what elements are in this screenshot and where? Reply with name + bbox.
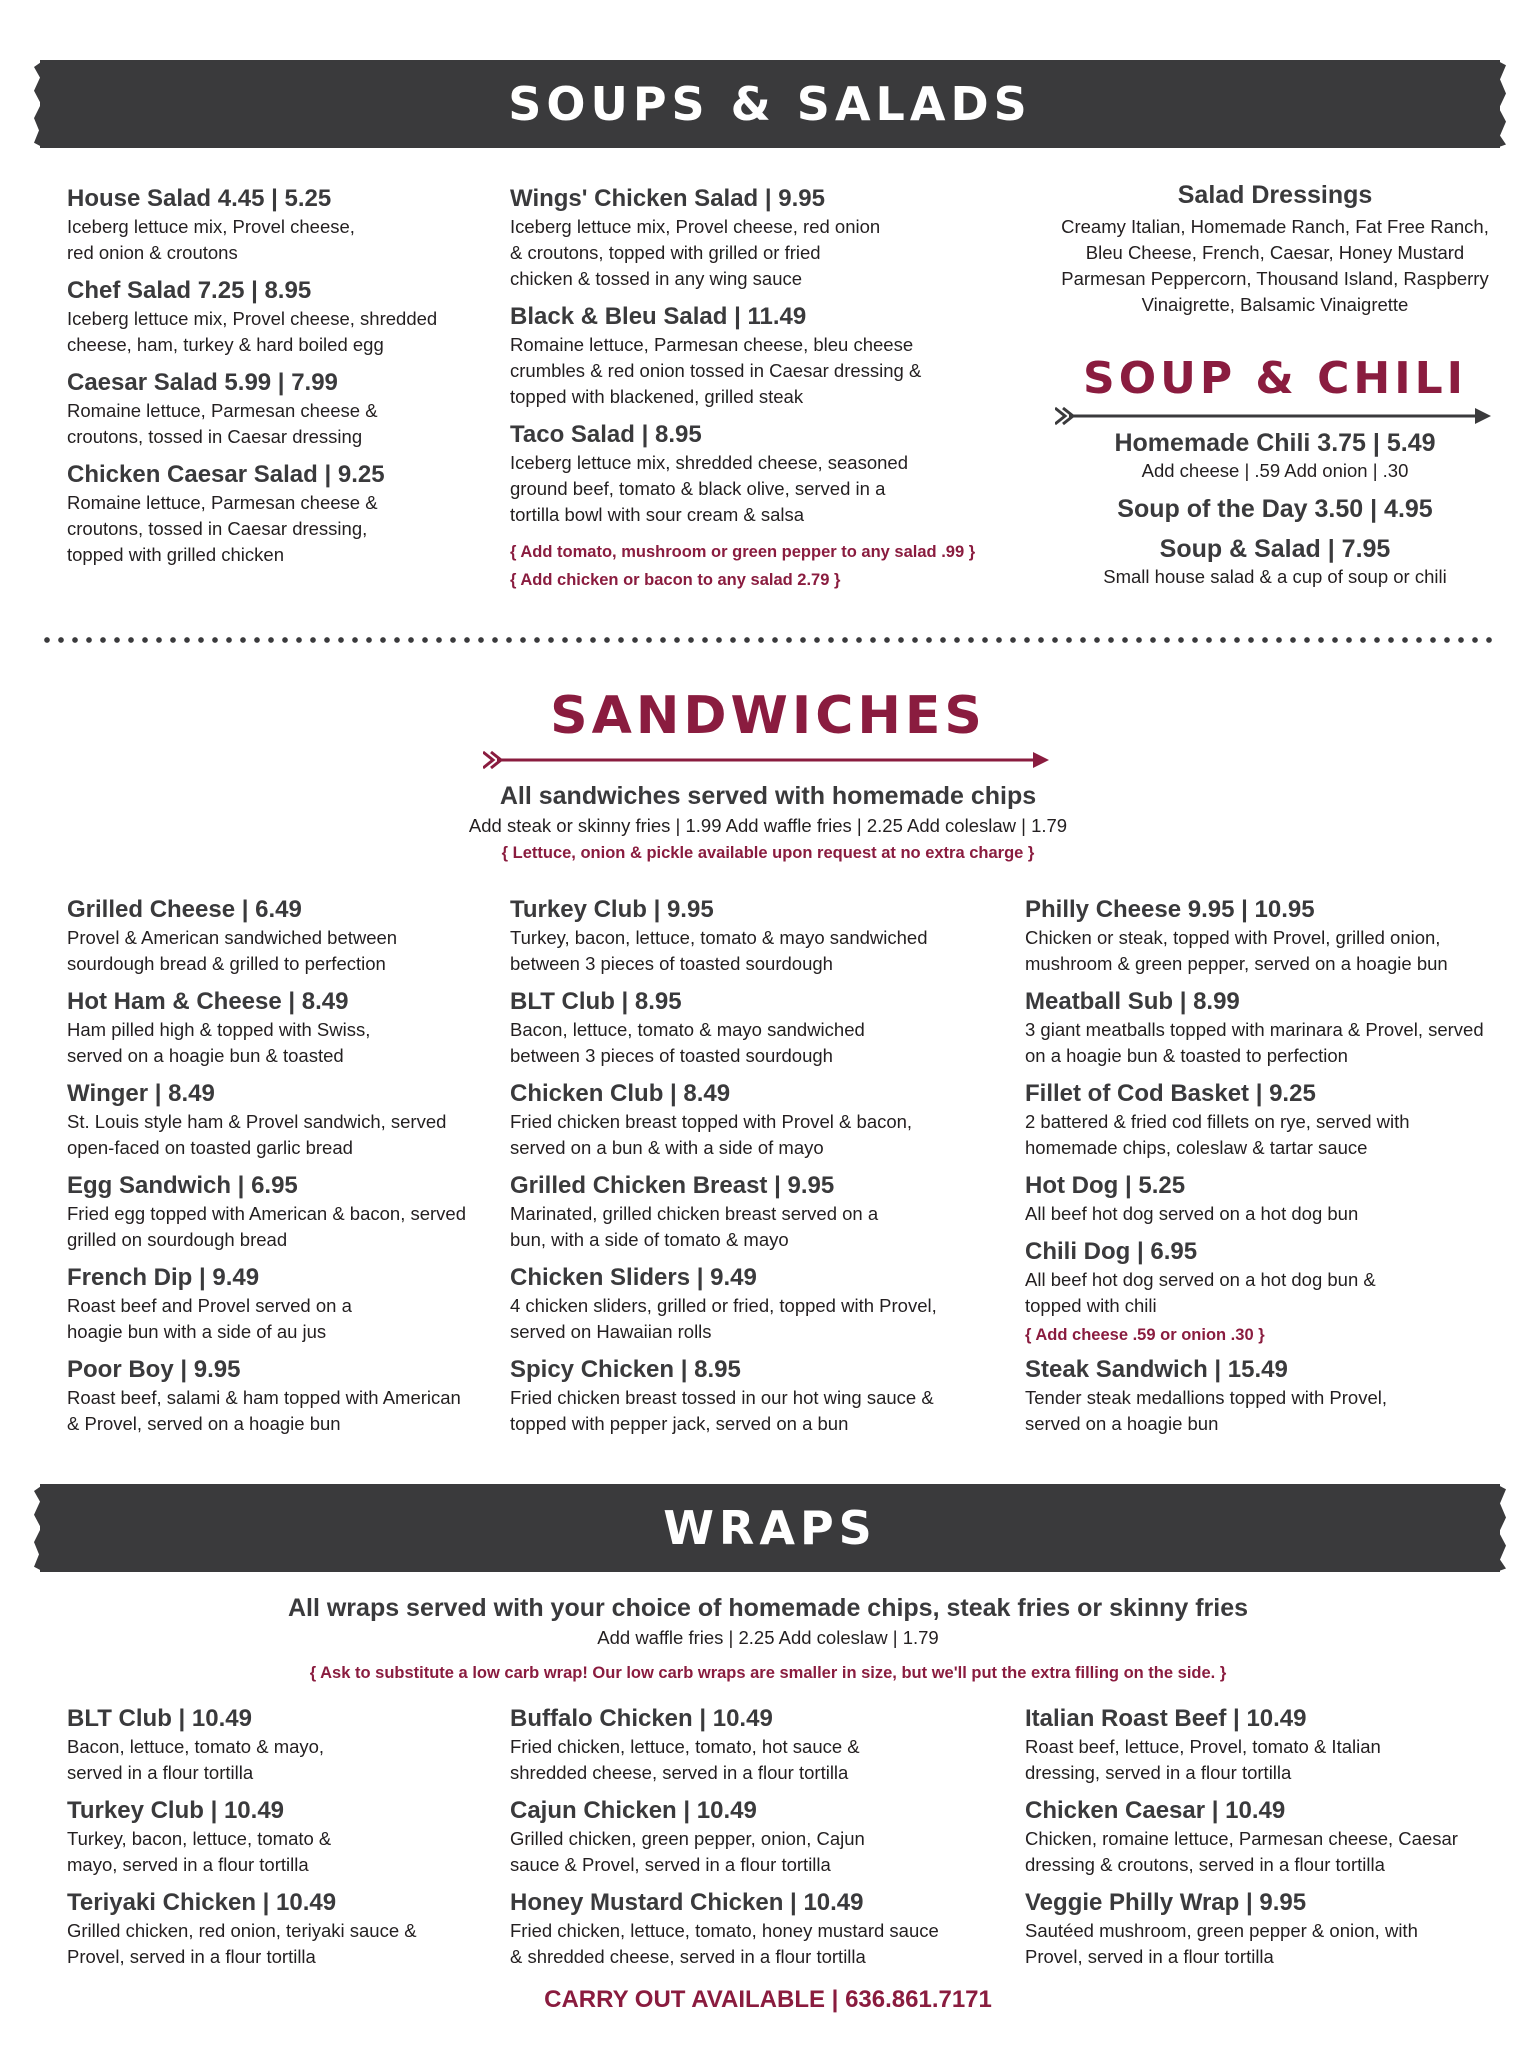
item-desc: Turkey, bacon, lettuce, tomato & mayo sandwiched between 3 pieces of toasted sourdough [510,927,928,974]
item-title: Hot Dog | 5.25 [1025,1172,1186,1199]
item-desc: Roast beef, salami & ham topped with American & Provel, served on a hoagie bun [67,1387,461,1434]
item-desc: Grilled chicken, red onion, teriyaki sauce & Provel, served in a flour tortilla [67,1920,417,1967]
item-title: Veggie Philly Wrap | 9.95 [1025,1889,1307,1916]
soup-chili-heading: SOUP & CHILI [1083,353,1467,404]
menu-item [67,1079,487,1161]
menu-item [67,1263,487,1345]
item-desc: 2 battered & fried cod fillets on rye, served with homemade chips, coleslaw & tartar sauce [1025,1111,1410,1158]
dressings-soup-column [1045,180,1505,318]
item-desc: Fried egg topped with American & bacon, served grilled on sourdough bread [67,1203,467,1250]
menu-item [510,987,990,1069]
item-title: Honey Mustard Chicken | 10.49 [510,1889,864,1916]
sandwiches-addons: Add steak or skinny fries | 1.99 Add waffle fries | 2.25 Add coleslaw | 1.79 [468,815,1068,836]
item-title: Fillet of Cod Basket | 9.25 [1025,1080,1316,1107]
item-title: House Salad 4.45 | 5.25 [67,185,332,212]
item-title: Turkey Club | 10.49 [67,1797,285,1824]
item-title: Taco Salad | 8.95 [510,421,702,448]
menu-item [67,368,467,450]
item-title: Egg Sandwich | 6.95 [67,1172,298,1199]
menu-item [510,895,990,977]
wraps-column-2 [510,1704,990,1980]
item-desc: Romaine lettuce, Parmesan cheese & croutons, tossed in Caesar dressing [67,400,378,447]
wraps-intro [0,1594,1536,1687]
item-desc: Fried chicken, lettuce, tomato, hot sauce & shredded cheese, served in a flour tortilla [510,1736,860,1783]
menu-item [510,184,930,292]
chili-desc: Add cheese | .59 Add onion | .30 [1141,460,1409,481]
item-desc: Fried chicken breast topped with Provel & bacon, served on a bun & with a side of mayo [510,1111,913,1158]
soup-salad-desc: Small house salad & a cup of soup or chili [1103,566,1447,587]
item-desc: All beef hot dog served on a hot dog bun & topped with chili [1025,1269,1376,1316]
menu-item [510,1355,990,1437]
item-desc: Bacon, lettuce, tomato & mayo sandwiched between 3 pieces of toasted sourdough [510,1019,865,1066]
item-desc: Bacon, lettuce, tomato & mayo, served in a flour tortilla [67,1736,325,1783]
wraps-column-1 [67,1704,487,1980]
menu-item [1025,1704,1505,1786]
item-title: Hot Ham & Cheese | 8.49 [67,988,349,1015]
item-title: Spicy Chicken | 8.95 [510,1356,741,1383]
menu-item [1025,1888,1505,1970]
menu-item [1025,1796,1505,1878]
item-title: Caesar Salad 5.99 | 7.99 [67,369,338,396]
menu-item [67,276,467,358]
item-desc: Iceberg lettuce mix, Provel cheese, shredded cheese, ham, turkey & hard boiled egg [67,308,438,355]
sandwiches-column-2 [510,895,990,1447]
item-desc: Romaine lettuce, Parmesan cheese & croutons, tossed in Caesar dressing, topped with grilled chicken [67,492,378,565]
item-desc: Fried chicken, lettuce, tomato, honey mustard sauce & shredded cheese, served in a flour tortilla [510,1920,939,1967]
sandwiches-note: { Lettuce, onion & pickle available upon request at no extra charge } [501,844,1035,862]
sandwiches-sub: All sandwiches served with homemade chips [499,782,1037,810]
item-title: BLT Club | 10.49 [67,1705,252,1732]
soup-salad-title: Soup & Salad | 7.95 [1159,535,1391,563]
item-title: Teriyaki Chicken | 10.49 [67,1889,337,1916]
menu-item [67,1704,487,1786]
wraps-note: { Ask to substitute a low carb wrap! Our low carb wraps are smaller in size, but we'll put the extra filling on the side. } [309,1664,1227,1682]
sandwiches-heading: SANDWICHES [550,686,986,746]
item-title: Chicken Club | 8.49 [510,1080,731,1107]
salads-column-2 [510,184,976,594]
item-desc: Iceberg lettuce mix, Provel cheese, red onion & croutons, topped with grilled or fried chicken & tossed in any wing sauce [510,216,881,289]
sandwiches-column-1 [67,895,487,1447]
item-title: Chef Salad 7.25 | 8.95 [67,277,312,304]
wraps-banner [40,1484,1500,1572]
menu-item [510,1888,990,1970]
item-desc: All beef hot dog served on a hot dog bun [1025,1203,1359,1224]
soups-salads-title: SOUPS & SALADS [508,77,1032,131]
item-title: Chicken Caesar Salad | 9.25 [67,461,385,488]
menu-item [1025,1237,1505,1319]
item-desc: Iceberg lettuce mix, Provel cheese, red onion & croutons [67,216,355,263]
item-desc: Tender steak medallions topped with Provel, served on a hoagie bun [1025,1387,1387,1434]
soup-of-day: Soup of the Day 3.50 | 4.95 [1117,495,1433,523]
item-title: Winger | 8.49 [67,1080,215,1107]
item-title: Wings' Chicken Salad | 9.95 [510,185,825,212]
arrow-divider-icon [1055,404,1495,428]
item-title: Buffalo Chicken | 10.49 [510,1705,773,1732]
soups-salads-banner [40,60,1500,148]
item-title: Steak Sandwich | 15.49 [1025,1356,1288,1383]
item-desc: Roast beef and Provel served on a hoagie bun with a side of au jus [67,1295,352,1342]
menu-item [67,1888,487,1970]
item-desc: Roast beef, lettuce, Provel, tomato & Italian dressing, served in a flour tortilla [1025,1736,1381,1783]
item-desc: 4 chicken sliders, grilled or fried, topped with Provel, served on Hawaiian rolls [510,1295,937,1342]
menu-item [1025,987,1505,1069]
item-title: Philly Cheese 9.95 | 10.95 [1025,896,1315,923]
item-desc: Chicken, romaine lettuce, Parmesan cheese, Caesar dressing & croutons, served in a flour tortilla [1025,1828,1458,1875]
menu-item [67,895,487,977]
item-title: Cajun Chicken | 10.49 [510,1797,757,1824]
item-title: Chicken Caesar | 10.49 [1025,1797,1286,1824]
item-title: Meatball Sub | 8.99 [1025,988,1240,1015]
menu-item [1025,895,1505,977]
soup-chili-list [1045,428,1505,590]
item-desc: Turkey, bacon, lettuce, tomato & mayo, served in a flour tortilla [67,1828,332,1875]
menu-item [67,184,467,266]
arrow-divider-icon [483,748,1053,772]
dotted-divider [40,636,1500,644]
menu-item [510,420,930,528]
menu-item [67,460,467,568]
item-title: French Dip | 9.49 [67,1264,260,1291]
dressings-title: Salad Dressings [1177,181,1373,209]
menu-item [67,987,487,1069]
item-desc: Chicken or steak, topped with Provel, grilled onion, mushroom & green pepper, served on a hoagie bun [1025,927,1448,974]
salad-addon-note: { Add tomato, mushroom or green pepper to any salad .99 } [510,543,976,561]
sandwiches-column-3 [1025,895,1505,1447]
item-desc: Grilled chicken, green pepper, onion, Cajun sauce & Provel, served in a flour tortilla [510,1828,865,1875]
menu-item [1025,1355,1505,1437]
item-title: Poor Boy | 9.95 [67,1356,241,1383]
salads-column-1 [67,184,467,578]
item-title: Turkey Club | 9.95 [510,896,714,923]
salad-addon-note: { Add chicken or bacon to any salad 2.79 } [510,571,841,589]
menu-item [510,1263,990,1345]
menu-item [1025,1171,1505,1227]
item-title: Chicken Sliders | 9.49 [510,1264,757,1291]
wraps-title: WRAPS [663,1501,877,1555]
item-title: Chili Dog | 6.95 [1025,1238,1198,1265]
item-desc: Iceberg lettuce mix, shredded cheese, seasoned ground beef, tomato & black olive, served in a tortilla bowl with sour cream & salsa [510,452,908,525]
menu-item [1025,1079,1505,1161]
sandwiches-intro [0,782,1536,867]
chili-title: Homemade Chili 3.75 | 5.49 [1114,429,1436,457]
chili-dog-note: { Add cheese .59 or onion .30 } [1025,1326,1265,1344]
item-title: BLT Club | 8.95 [510,988,682,1015]
menu-item [510,1796,990,1878]
item-title: Grilled Cheese | 6.49 [67,896,302,923]
menu-item [67,1796,487,1878]
item-desc: St. Louis style ham & Provel sandwich, served open-faced on toasted garlic bread [67,1111,447,1158]
item-desc: Sautéed mushroom, green pepper & onion, with Provel, served in a flour tortilla [1025,1920,1418,1967]
item-desc: Marinated, grilled chicken breast served on a bun, with a side of tomato & mayo [510,1203,879,1250]
item-title: Italian Roast Beef | 10.49 [1025,1705,1307,1732]
menu-item [510,1079,990,1161]
menu-item [510,1171,990,1253]
wraps-column-3 [1025,1704,1505,1980]
item-desc: Romaine lettuce, Parmesan cheese, bleu cheese crumbles & red onion tossed in Caesar dressing & topped with blackened, grilled steak [510,334,922,407]
menu-item [510,302,930,410]
item-desc: Ham pilled high & topped with Swiss, served on a hoagie bun & toasted [67,1019,371,1066]
wraps-sub: All wraps served with your choice of homemade chips, steak fries or skinny fries [287,1594,1249,1622]
carry-out-footer: CARRY OUT AVAILABLE | 636.861.7171 [544,1986,992,2013]
dressings-list: Creamy Italian, Homemade Ranch, Fat Free Ranch, Bleu Cheese, French, Caesar, Honey Mustard Parmesan Peppercorn, Thousand Island, Raspberry Vinaigrette, Balsamic Vinaigrette [1061,216,1489,315]
menu-item [67,1171,487,1253]
item-desc: Fried chicken breast tossed in our hot wing sauce & topped with pepper jack, served on a bun [510,1387,934,1434]
menu-item [67,1355,487,1437]
wraps-addons: Add waffle fries | 2.25 Add coleslaw | 1.79 [597,1627,939,1648]
menu-item [510,1704,990,1786]
item-title: Black & Bleu Salad | 11.49 [510,303,807,330]
item-desc: 3 giant meatballs topped with marinara & Provel, served on a hoagie bun & toasted to perfection [1025,1019,1484,1066]
item-title: Grilled Chicken Breast | 9.95 [510,1172,835,1199]
item-desc: Provel & American sandwiched between sourdough bread & grilled to perfection [67,927,398,974]
